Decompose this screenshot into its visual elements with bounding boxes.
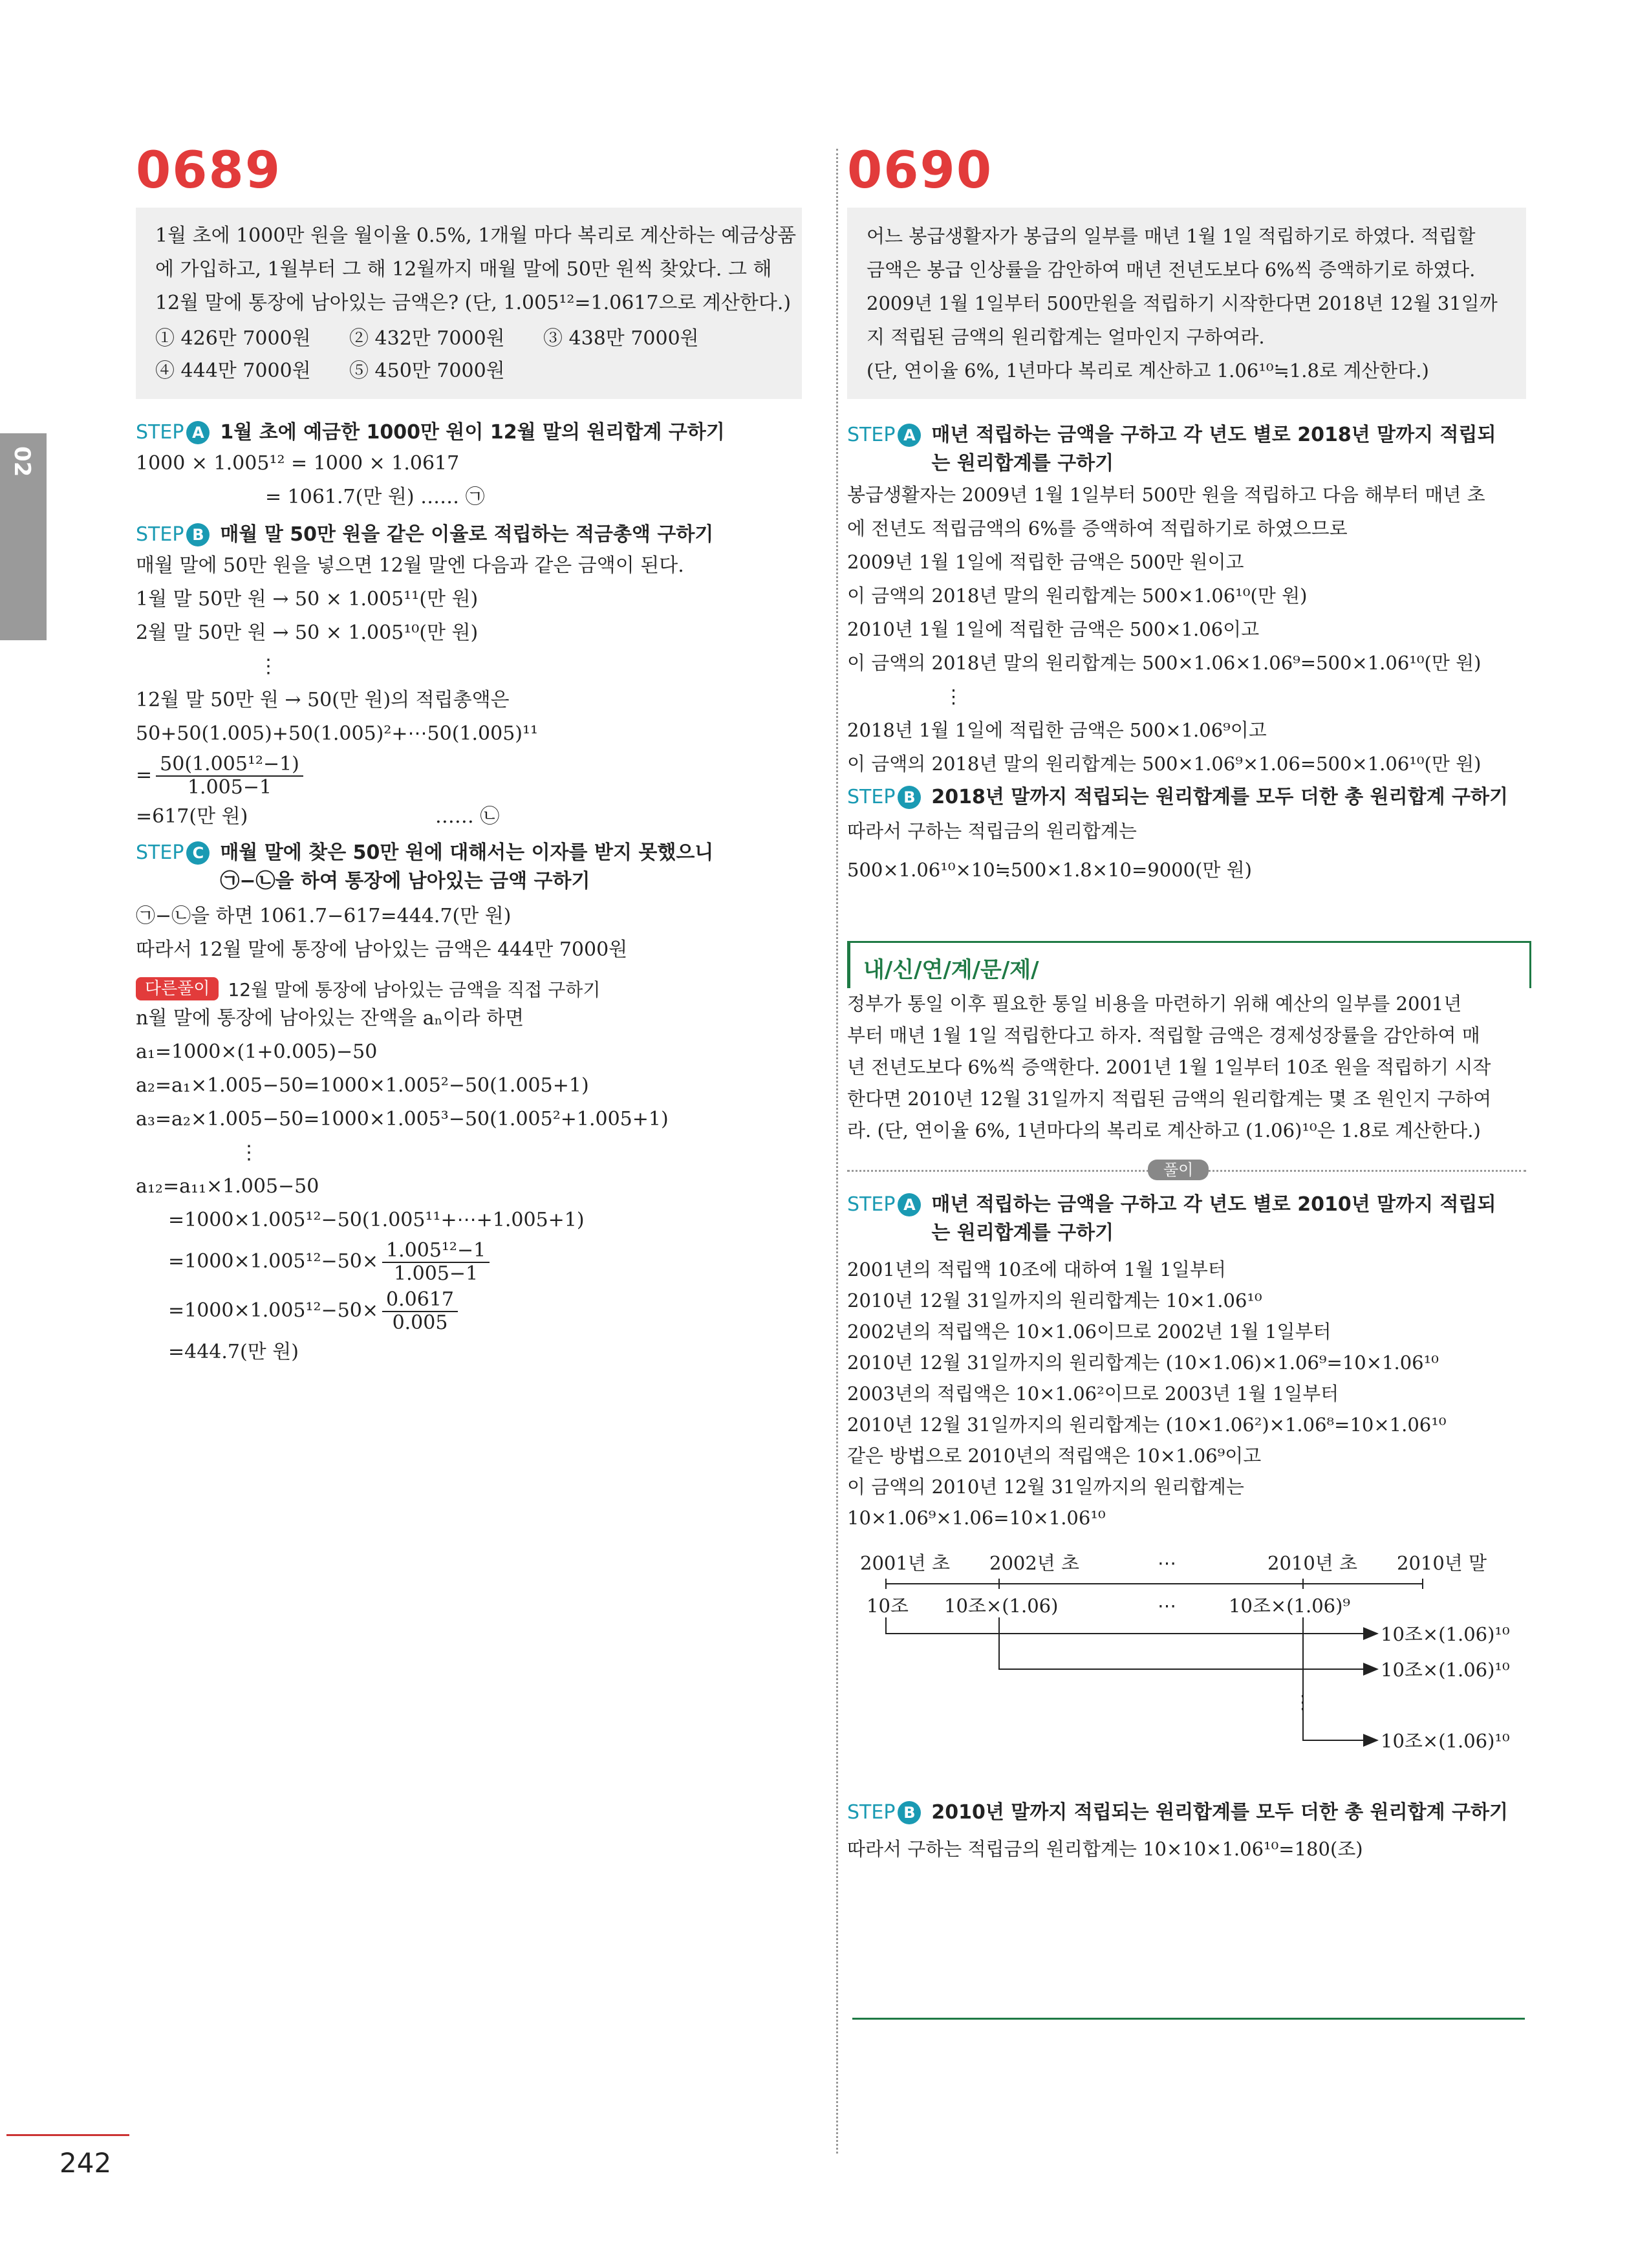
sol-step-a-line: 2010년 12월 31일까지의 원리합계는 (10×1.06²)×1.06⁸=10×1.06¹⁰ [847,1414,1447,1436]
other-line: a₁=1000×(1+0.005)−50 [136,1041,378,1063]
timeline-top-label: 2002년 초 [989,1552,1080,1574]
sol-step-a-line: 2003년의 적립액은 10×1.06²이므로 2003년 1월 1일부터 [847,1383,1339,1405]
section-end-rule [852,2018,1525,2020]
right-column [847,142,1526,1868]
side-tab-number: 02 [9,446,35,477]
vertical-ellipsis: ⋮ [239,1141,259,1164]
step-label: STEP [847,1801,896,1824]
step-a-header [847,421,1526,478]
problem-number-0689: 0689 [136,142,282,200]
step-title-line: 는 원리합계를 구하기 [931,452,1114,475]
denominator: 1.005−1 [394,1262,479,1285]
timeline-bottom-label: 10조×(1.06) [944,1595,1059,1617]
step-label: STEP [847,1193,896,1216]
problem-box [136,208,802,399]
step-badge-c: C [186,841,210,865]
timeline-dots: ⋮ [1293,1691,1312,1713]
arrow-3 [1303,1617,1377,1740]
solution-divider [847,1158,1526,1182]
numerator: 0.0617 [382,1289,458,1312]
step-a-line: 이 금액의 2018년 말의 원리합계는 500×1.06×1.06⁹=500×1.06¹⁰(만 원) [847,652,1482,674]
problem-box [847,208,1526,399]
other-solution-header [136,976,802,1002]
step-a-line: 이 금액의 2018년 말의 원리합계는 500×1.06¹⁰(만 원) [847,585,1308,607]
choice-5[interactable]: ⑤ 450만 7000원 [349,360,505,382]
vertical-ellipsis: ⋮ [259,655,278,678]
timeline-top-label: 2010년 말 [1397,1552,1487,1574]
naesin-title: 내/신/연/계/문/제/ [863,957,1039,983]
problem-line: 어느 봉급생활자가 봉급의 일부를 매년 1월 1일 적립하기로 하였다. 적립할 [867,225,1476,247]
step-title: 1월 초에 예금한 1000만 원이 12월 말의 원리합계 구하기 [220,421,725,444]
problem-line: 금액은 봉급 인상률을 감안하여 매년 전년도보다 6%씩 증액하기로 하였다. [867,259,1476,281]
sol-step-a-header [847,1191,1526,1247]
step-title-line: 매년 적립하는 금액을 구하고 각 년도 별로 2018년 말까지 적립되 [931,424,1496,446]
step-title [931,1191,1496,1247]
step-title-line: ㉠−㉡을 하여 통장에 남아있는 금액 구하기 [220,870,590,892]
answer-choices [155,323,782,387]
sol-step-a-line: 2002년의 적립액은 10×1.06이므로 2002년 1월 1일부터 [847,1321,1331,1343]
choice-2[interactable]: ② 432만 7000원 [349,327,505,350]
choice-1[interactable]: ① 426만 7000원 [155,327,311,350]
other-solution-badge: 다른풀이 [136,977,219,1000]
choice-3[interactable]: ③ 438만 7000원 [543,327,699,350]
step-a-line: = 1061.7(만 원) …… ㉠ [265,486,485,508]
step-a-line: 이 금액의 2018년 말의 원리합계는 500×1.06⁹×1.06=500×1.06¹⁰(만 원) [847,753,1482,775]
step-badge-b: B [898,786,921,809]
sol-step-a-line: 이 금액의 2010년 12월 31일까지의 원리합계는 [847,1476,1244,1498]
step-title-line: 는 원리합계를 구하기 [931,1222,1114,1244]
other-line: a₃=a₂×1.005−50=1000×1.005³−50(1.005²+1.005+1) [136,1108,669,1130]
timeline-top-label: 2010년 초 [1267,1552,1358,1574]
column-divider [836,149,838,2154]
naesin-header-box [847,941,1531,988]
fraction [382,1240,490,1285]
naesin-line: 정부가 통일 이후 필요한 통일 비용을 마련하기 위해 예산의 일부를 2001년 [847,993,1462,1015]
timeline-bottom-label: 10조 [867,1595,909,1617]
step-b-line: 매월 말에 50만 원을 넣으면 12월 말엔 다음과 같은 금액이 된다. [136,554,684,577]
step-b-line: 500×1.06¹⁰×10≒500×1.8×10=9000(만 원) [847,859,1252,881]
timeline-diagram [847,1546,1526,1786]
step-a-line: 2009년 1월 1일에 적립한 금액은 500만 원이고 [847,551,1244,573]
problem-line: 1월 초에 1000만 원을 월이율 0.5%, 1개월 마다 복리로 계산하는 예금상품 [155,224,797,247]
frac-prefix: = [136,764,153,786]
step-a-line: 에 전년도 적립금액의 6%를 증액하여 적립하기로 하였으므로 [847,517,1348,539]
step-title-line: 매년 적립하는 금액을 구하고 각 년도 별로 2010년 말까지 적립되 [931,1193,1496,1216]
step-badge-b: B [186,523,210,546]
timeline-arrow-label: 10조×(1.06)¹⁰ [1381,1623,1510,1645]
timeline-bottom-label: ⋯ [1158,1595,1176,1617]
step-a-line: 2010년 1월 1일에 적립한 금액은 500×1.06이고 [847,618,1260,640]
frac-prefix: =1000×1.005¹²−50× [168,1299,379,1322]
solution-badge: 풀이 [1148,1160,1209,1180]
timeline-arrow-label: 10조×(1.06)¹⁰ [1381,1730,1510,1752]
vertical-ellipsis: ⋮ [944,686,963,707]
other-fraction-line [136,1237,802,1286]
naesin-line: 라. (단, 연이율 6%, 1년마다의 복리로 계산하고 (1.06)¹⁰은 1.8로 계산한다.) [847,1119,1481,1141]
step-badge-a: A [898,424,921,447]
arrow-2 [999,1617,1377,1669]
frac-prefix: =1000×1.005¹²−50× [168,1250,379,1273]
step-b-line: 12월 말 50만 원 → 50(만 원)의 적립총액은 [136,689,510,711]
timeline-bottom-label: 10조×(1.06)⁹ [1229,1595,1351,1617]
side-tab [0,433,47,640]
step-b-result-line [136,800,802,834]
problem-line: 12월 말에 통장에 남아있는 금액은? (단, 1.005¹²=1.0617으로 계산한다.) [155,292,792,314]
numerator: 50(1.005¹²−1) [156,753,303,777]
denominator: 1.005−1 [187,776,272,799]
step-a-line: 봉급생활자는 2009년 1월 1일부터 500만 원을 적립하고 다음 해부터 매년 초 [847,484,1485,506]
step-label: STEP [136,421,184,444]
step-b-line: 2월 말 50만 원 → 50 × 1.005¹⁰(만 원) [136,621,479,644]
step-label: STEP [847,424,896,446]
step-title: 2018년 말까지 적립되는 원리합계를 모두 더한 총 원리합계 구하기 [931,786,1508,808]
naesin-line: 한다면 2010년 12월 31일까지 적립된 금액의 원리합계는 몇 조 원인지 구하여 [847,1088,1492,1110]
step-c-line: 따라서 12월 말에 통장에 남아있는 금액은 444만 7000원 [136,938,628,961]
other-line: =1000×1.005¹²−50(1.005¹¹+⋯+1.005+1) [168,1209,585,1231]
other-line: a₁₂=a₁₁×1.005−50 [136,1175,319,1198]
step-b-fraction-line [136,751,802,800]
timeline-top-label: 2001년 초 [860,1552,951,1574]
page-number: 242 [59,2147,112,2179]
other-solution-title: 12월 말에 통장에 남아있는 금액을 직접 구하기 [228,979,601,1000]
problem-line: 지 적립된 금액의 원리합계는 얼마인지 구하여라. [867,326,1265,348]
sol-step-a-line: 10×1.06⁹×1.06=10×1.06¹⁰ [847,1507,1106,1529]
step-a-line: 1000 × 1.005¹² = 1000 × 1.0617 [136,452,460,475]
step-b-line: 1월 말 50만 원 → 50 × 1.005¹¹(만 원) [136,588,479,610]
step-title: 2010년 말까지 적립되는 원리합계를 모두 더한 총 원리합계 구하기 [931,1801,1508,1824]
problem-line: 에 가입하고, 1월부터 그 해 12월까지 매월 말에 50만 원씩 찾았다. 그 해 [155,258,772,281]
sol-step-a-line: 같은 방법으로 2010년의 적립액은 10×1.06⁹이고 [847,1445,1262,1467]
other-result: =444.7(만 원) [168,1341,299,1363]
timeline-top-label: ⋯ [1158,1552,1176,1574]
step-c-header [136,839,802,896]
sol-step-a-body [847,1254,1526,1533]
step-title-line: 매월 말에 찾은 50만 원에 대해서는 이자를 받지 못했으니 [220,841,714,864]
step-c-line: ㉠−㉡을 하면 1061.7−617=444.7(만 원) [136,905,512,927]
sol-step-a-line: 2001년의 적립액 10조에 대하여 1월 1일부터 [847,1258,1226,1280]
step-b-header [136,521,802,549]
fraction [156,753,303,799]
left-column [136,142,802,1369]
step-label: STEP [847,786,896,808]
sol-step-b-header [847,1798,1526,1827]
problem-line: (단, 연이율 6%, 1년마다 복리로 계산하고 1.06¹⁰≒1.8로 계산한다.) [867,360,1429,382]
step-title: 매월 말 50만 원을 같은 이율로 적립하는 적금총액 구하기 [220,523,714,546]
other-fraction-line [136,1286,802,1335]
numerator: 1.005¹²−1 [382,1240,490,1263]
step-title [931,421,1496,478]
naesin-line: 년 전년도보다 6%씩 증액한다. 2001년 1월 1일부터 10조 원을 적립하기 시작 [847,1056,1491,1078]
timeline-arrow-label: 10조×(1.06)¹⁰ [1381,1659,1510,1681]
step-b-mark: …… ㉡ [435,805,500,828]
fraction [382,1289,458,1334]
step-label: STEP [136,523,184,546]
step-b-header [847,783,1526,812]
sol-step-b-line: 따라서 구하는 적립금의 원리합계는 10×10×1.06¹⁰=180(조) [847,1838,1363,1860]
naesin-line: 부터 매년 1월 1일 적립한다고 하자. 적립할 금액은 경제성장률을 감안하여 매 [847,1024,1480,1046]
sol-step-a-line: 2010년 12월 31일까지의 원리합계는 10×1.06¹⁰ [847,1290,1262,1312]
step-b-result: =617(만 원) [136,805,248,828]
denominator: 0.005 [392,1312,448,1334]
step-a-header [136,418,802,447]
other-line: n월 말에 통장에 남아있는 잔액을 aₙ이라 하면 [136,1007,524,1030]
step-label: STEP [136,841,184,864]
problem-number-0690: 0690 [847,142,993,200]
other-line: a₂=a₁×1.005−50=1000×1.005²−50(1.005+1) [136,1074,589,1097]
step-title [220,839,713,896]
step-badge-a: A [186,421,210,444]
step-b-line: 50+50(1.005)+50(1.005)²+⋯50(1.005)¹¹ [136,722,539,745]
step-b-line: 따라서 구하는 적립금의 원리합계는 [847,820,1137,842]
step-badge-a: A [898,1193,921,1216]
problem-line: 2009년 1월 1일부터 500만원을 적립하기 시작한다면 2018년 12월 31일까 [867,292,1498,314]
step-a-line: 2018년 1월 1일에 적립한 금액은 500×1.06⁹이고 [847,719,1267,741]
page-number-rule [6,2134,129,2136]
sol-step-a-line: 2010년 12월 31일까지의 원리합계는 (10×1.06)×1.06⁹=10×1.06¹⁰ [847,1352,1439,1374]
choice-4[interactable]: ④ 444만 7000원 [155,360,311,382]
step-badge-b: B [898,1801,921,1824]
